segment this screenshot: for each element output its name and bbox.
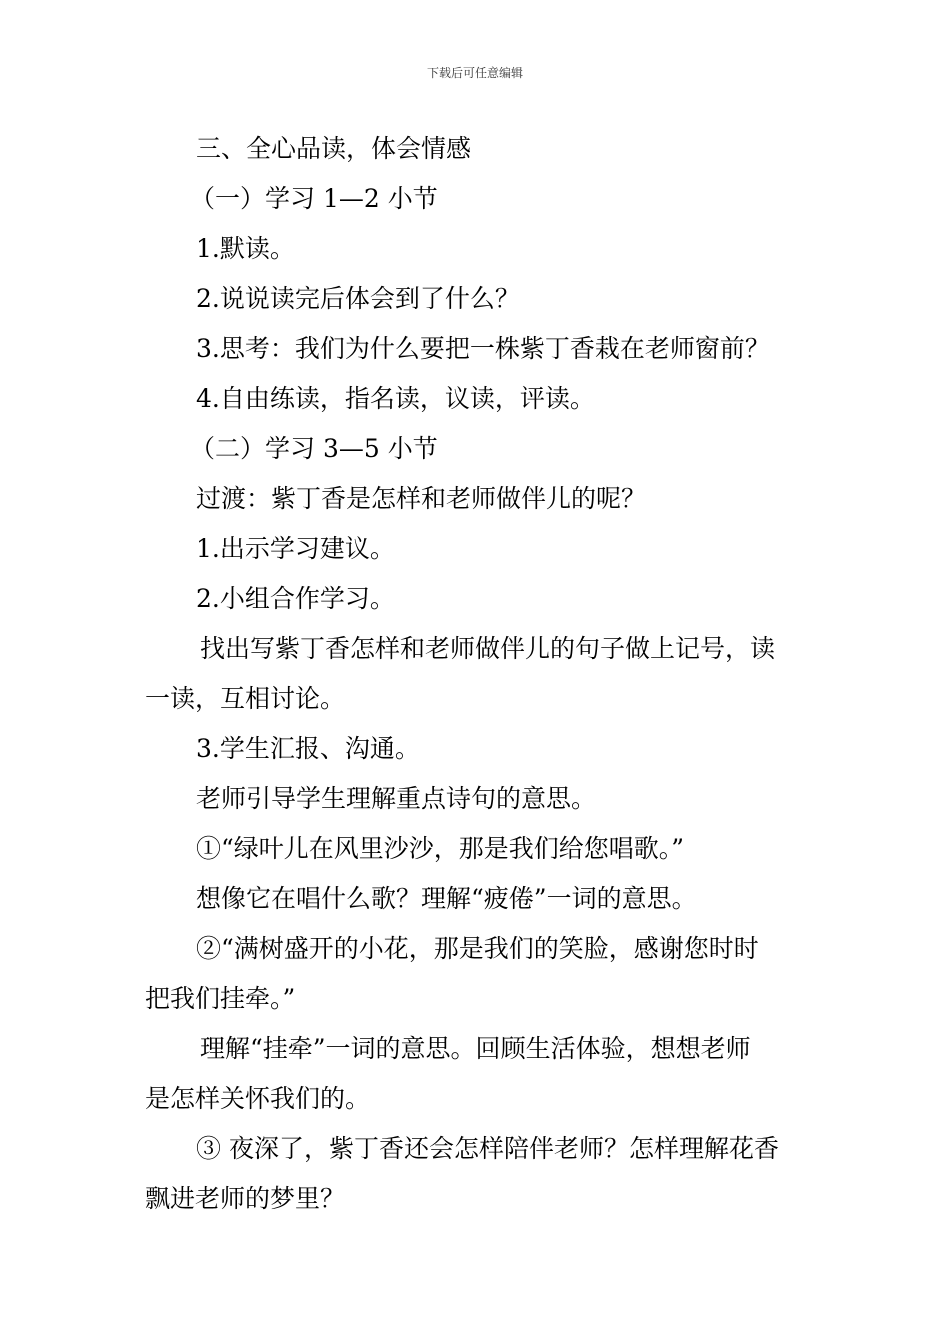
paragraph: 2.说说读完后体会到了什么？	[196, 284, 520, 313]
subsection-heading: （二）学习 3—5 小节	[190, 434, 438, 463]
paragraph: 4.自由练读，指名读，议读，评读。	[196, 384, 595, 413]
paragraph: 2.小组合作学习。	[196, 584, 395, 613]
paragraph: 3.学生汇报、沟通。	[196, 734, 420, 763]
paragraph: 老师引导学生理解重点诗句的意思。	[196, 784, 597, 813]
document-body	[145, 124, 810, 1224]
paragraph: 找出写紫丁香怎样和老师做伴儿的句子做上记号，读	[200, 634, 776, 663]
paragraph-continuation: 把我们挂牵。”	[145, 984, 296, 1013]
paragraph: 1.默读。	[196, 234, 295, 263]
quote-item: ③ 夜深了，紫丁香还会怎样陪伴老师？怎样理解花香	[196, 1134, 779, 1163]
paragraph: 1.出示学习建议。	[196, 534, 395, 563]
section-heading: 三、全心品读，体会情感	[196, 134, 472, 163]
paragraph-continuation: 飘进老师的梦里？	[145, 1184, 346, 1213]
quote-item: ①“绿叶儿在风里沙沙，那是我们给您唱歌。”	[196, 834, 685, 863]
paragraph: 理解“挂牵”一词的意思。回顾生活体验，想想老师	[200, 1034, 751, 1063]
paragraph-continuation: 一读，互相讨论。	[145, 684, 346, 713]
page-header: 下载后可任意编辑	[426, 66, 523, 80]
paragraph-continuation: 是怎样关怀我们的。	[145, 1084, 371, 1113]
paragraph: 3.思考：我们为什么要把一株紫丁香栽在老师窗前？	[196, 334, 770, 363]
paragraph: 想像它在唱什么歌？理解“疲倦”一词的意思。	[196, 884, 697, 913]
quote-item: ②“满树盛开的小花，那是我们的笑脸，感谢您时时	[196, 934, 759, 963]
paragraph: 过渡：紫丁香是怎样和老师做伴儿的呢？	[196, 484, 647, 513]
subsection-heading: （一）学习 1—2 小节	[190, 184, 438, 213]
